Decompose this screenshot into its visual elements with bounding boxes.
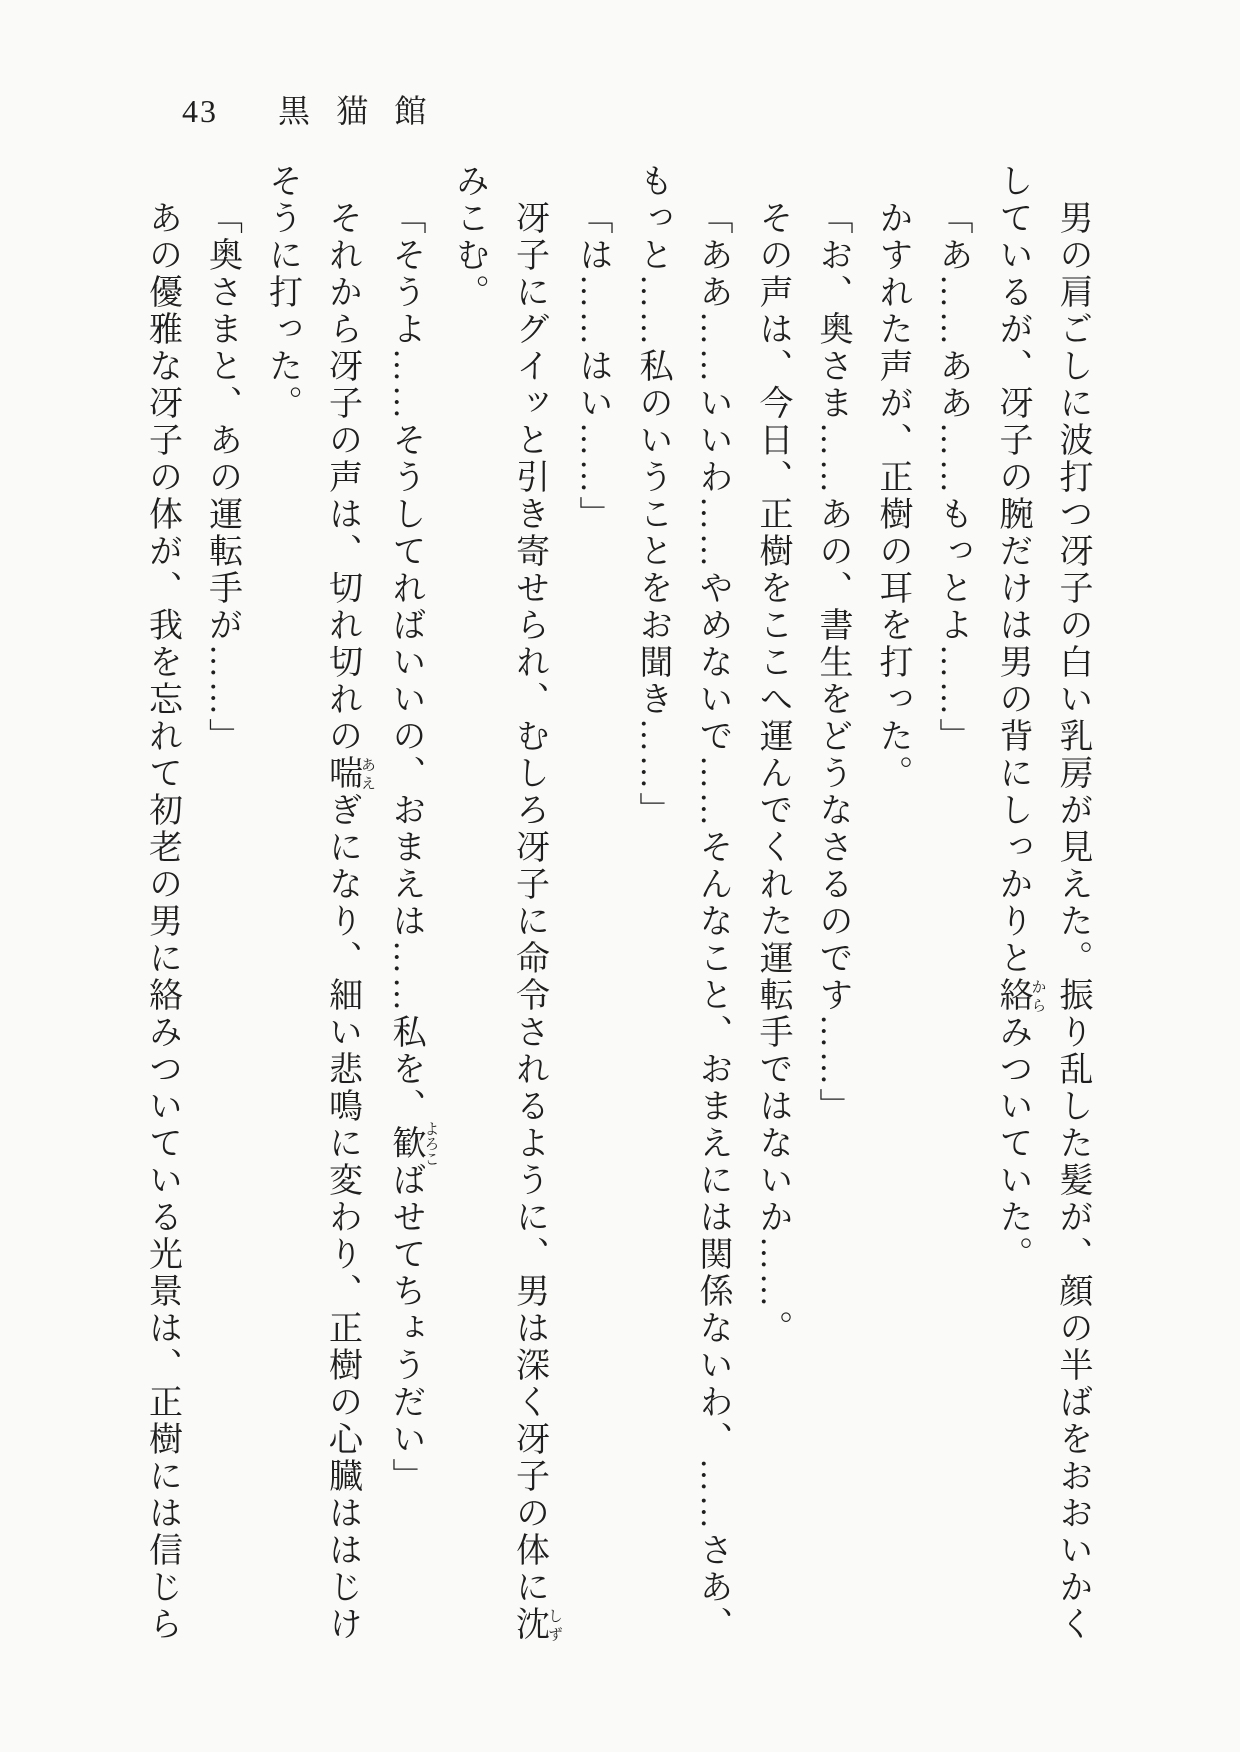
page-header — [182, 86, 453, 132]
running-title: 黒猫館 — [278, 93, 453, 129]
paragraph-12: あの優雅な冴子の体が、我を忘れて初老の男に絡みついている光景は、正樹には信じら — [143, 200, 181, 1643]
paragraph-4: 「お、奥さま……あの、書生をどうなさるのです……」 — [814, 200, 851, 1125]
paragraph-6: 「ああ……いいわ……やめないで……そんなこと、おまえには関係ないわ、……さあ、もっと……私のいうことをお聞き……」 — [634, 163, 731, 1643]
body-text — [132, 163, 1103, 1653]
paragraph-7: 「は……はい……」 — [574, 200, 611, 533]
paragraph-1: 男の肩ごしに波打つ冴子の白い乳房が見えた。振り乱した髪が、顔の半ばをおおいかくしているが、冴子の腕だけは男の背にしっかりと絡からみついていた。 — [994, 163, 1091, 1643]
paragraph-9: 「そうよ……そうしてればいいの、おまえは……私を、歓よろこばせてちょうだい」 — [387, 200, 439, 1495]
paragraph-8: 冴子にグイッと引き寄せられ、むしろ冴子に命令されるように、男は深く冴子の体に沈しずみこむ。 — [450, 163, 562, 1643]
ruby-annotated-kanji: 歓よろこ — [387, 1121, 439, 1166]
ruby-annotated-kanji: 絡から — [994, 977, 1046, 1014]
paragraph-2: 「あ……ああ……もっとよ……」 — [934, 200, 971, 755]
paragraph-3: かすれた声が、正樹の耳を打った。 — [874, 200, 911, 792]
paragraph-10: それから冴子の声は、切れ切れの喘あえぎになり、細い悲鳴に変わり、正樹の心臓ははじけそうに打った。 — [263, 163, 375, 1643]
ruby-annotated-kanji: 喘あえ — [323, 755, 375, 792]
page-number: 43 — [182, 93, 218, 129]
ruby-annotated-kanji: 沈しず — [510, 1606, 562, 1643]
paragraph-11: 「奥さまと、あの運転手が……」 — [203, 200, 241, 755]
paragraph-5: その声は、今日、正樹をここへ運んでくれた運転手ではないか……。 — [754, 200, 791, 1347]
